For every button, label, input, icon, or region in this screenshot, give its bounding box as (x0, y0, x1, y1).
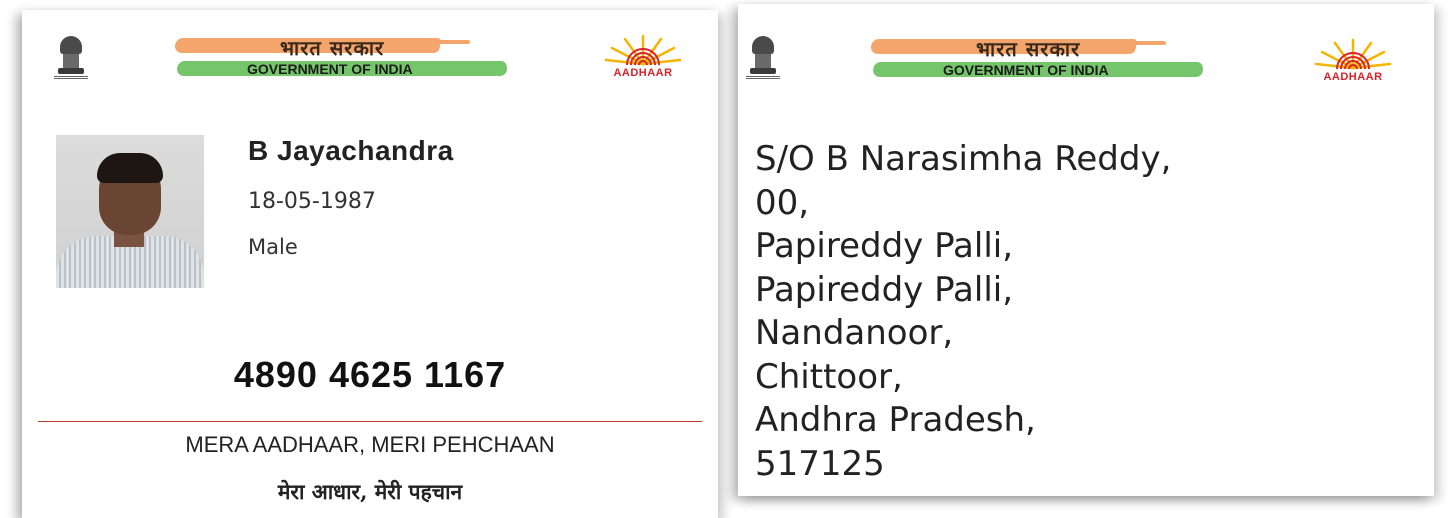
slogan-hindi: मेरा आधार, मेरी पहचान (277, 479, 463, 504)
gov-english-title: GOVERNMENT OF INDIA (247, 61, 413, 77)
national-emblem-icon (746, 36, 780, 88)
holder-gender: Male (248, 235, 298, 259)
address-line: Nandanoor, (755, 313, 954, 353)
address-line: Andhra Pradesh, (755, 400, 1036, 440)
address-line: Papireddy Palli, (755, 269, 1014, 310)
holder-name: B Jayachandra (248, 135, 454, 166)
aadhaar-brand-text: AADHAAR (1323, 71, 1383, 83)
aadhaar-card-front (22, 10, 718, 518)
gov-english-title: GOVERNMENT OF INDIA (943, 62, 1109, 78)
address-line: 517125 (755, 443, 885, 484)
gov-hindi-title: भारत सरकार (976, 37, 1081, 61)
holder-dob: 18-05-1987 (248, 189, 376, 214)
address-line: S/O B Narasimha Reddy, (755, 139, 1172, 179)
aadhaar-logo-icon (600, 34, 686, 84)
aadhaar-logo-icon (1310, 38, 1396, 88)
holder-photo (56, 135, 204, 288)
slogan-english: MERA AADHAAR, MERI PEHCHAAN (185, 432, 555, 457)
gov-hindi-title: भारत सरकार (280, 36, 385, 60)
government-of-india-banner (871, 37, 1216, 89)
address-line: 00, (755, 182, 810, 223)
national-emblem-icon (54, 36, 88, 88)
aadhaar-brand-text: AADHAAR (613, 67, 673, 79)
address-line: Chittoor, (755, 356, 903, 397)
address-line: Papireddy Palli, (755, 226, 1014, 266)
government-of-india-banner (175, 36, 520, 88)
divider-line (38, 421, 702, 422)
aadhaar-number: 4890 4625 1167 (233, 354, 507, 395)
holder-address (755, 138, 1171, 486)
aadhaar-card-back (738, 4, 1434, 496)
